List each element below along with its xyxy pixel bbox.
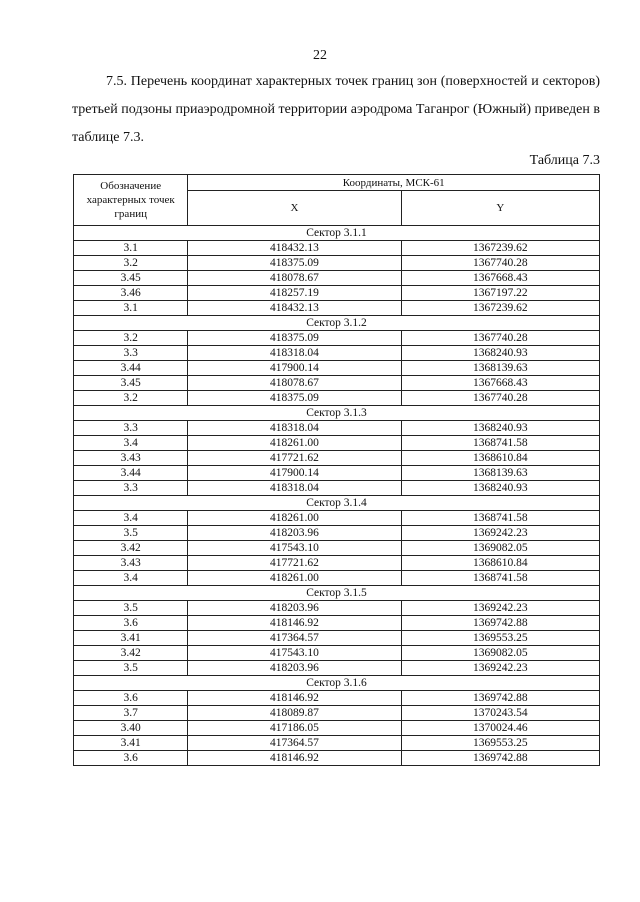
x-cell: 418078.67 [188, 271, 401, 286]
point-cell: 3.4 [74, 511, 188, 526]
point-cell: 3.6 [74, 751, 188, 766]
x-cell: 418261.00 [188, 511, 401, 526]
intro-text: 7.5. Перечень координат характерных точек границ зон (поверхностей и секторов) третьей подзоны приаэродромной территории аэродрома Таганрог (Южный) приведен в таблице 7.3. [72, 74, 600, 145]
y-cell: 1370243.54 [401, 706, 599, 721]
table-row [74, 286, 600, 301]
coordinates-table [73, 174, 600, 766]
x-cell: 418261.00 [188, 571, 401, 586]
y-cell: 1369553.25 [401, 736, 599, 751]
y-cell: 1368139.63 [401, 361, 599, 376]
x-cell: 418375.09 [188, 331, 401, 346]
table-row [74, 736, 600, 751]
table-row [74, 421, 600, 436]
x-cell: 417543.10 [188, 541, 401, 556]
y-cell: 1369242.23 [401, 661, 599, 676]
table-caption: Таблица 7.3 [529, 153, 600, 168]
y-cell: 1367668.43 [401, 376, 599, 391]
point-cell: 3.2 [74, 391, 188, 406]
x-cell: 418257.19 [188, 286, 401, 301]
point-cell: 3.43 [74, 556, 188, 571]
table-row [74, 481, 600, 496]
sector-title: Сектор 3.1.5 [74, 586, 600, 601]
y-cell: 1367239.62 [401, 241, 599, 256]
header-coords: Координаты, МСК-61 [188, 175, 600, 191]
point-cell: 3.4 [74, 571, 188, 586]
sector-row [74, 226, 600, 241]
table-body [74, 226, 600, 766]
y-cell: 1369082.05 [401, 541, 599, 556]
x-cell: 418375.09 [188, 256, 401, 271]
point-cell: 3.42 [74, 646, 188, 661]
point-cell: 3.42 [74, 541, 188, 556]
y-cell: 1367239.62 [401, 301, 599, 316]
table-row [74, 751, 600, 766]
table-row [74, 646, 600, 661]
table-row [74, 526, 600, 541]
y-cell: 1368741.58 [401, 511, 599, 526]
table-row [74, 331, 600, 346]
x-cell: 417186.05 [188, 721, 401, 736]
table-row [74, 721, 600, 736]
x-cell: 418146.92 [188, 616, 401, 631]
y-cell: 1368139.63 [401, 466, 599, 481]
table-row [74, 376, 600, 391]
x-cell: 418203.96 [188, 526, 401, 541]
y-cell: 1367740.28 [401, 331, 599, 346]
x-cell: 417721.62 [188, 556, 401, 571]
sector-title: Сектор 3.1.3 [74, 406, 600, 421]
x-cell: 418375.09 [188, 391, 401, 406]
x-cell: 418261.00 [188, 436, 401, 451]
point-cell: 3.5 [74, 601, 188, 616]
point-cell: 3.45 [74, 376, 188, 391]
point-cell: 3.44 [74, 466, 188, 481]
intro-paragraph [72, 68, 600, 152]
table-row [74, 571, 600, 586]
point-cell: 3.6 [74, 691, 188, 706]
table-row [74, 511, 600, 526]
table-row [74, 601, 600, 616]
x-cell: 418432.13 [188, 241, 401, 256]
point-cell: 3.1 [74, 241, 188, 256]
point-cell: 3.4 [74, 436, 188, 451]
table-row [74, 466, 600, 481]
x-cell: 418318.04 [188, 481, 401, 496]
y-cell: 1367740.28 [401, 391, 599, 406]
y-cell: 1368741.58 [401, 571, 599, 586]
table-row [74, 691, 600, 706]
table-row [74, 301, 600, 316]
sector-row [74, 676, 600, 691]
table-row [74, 451, 600, 466]
table-row [74, 661, 600, 676]
table-row [74, 271, 600, 286]
table-row [74, 616, 600, 631]
point-cell: 3.43 [74, 451, 188, 466]
y-cell: 1368610.84 [401, 451, 599, 466]
x-cell: 417364.57 [188, 631, 401, 646]
sector-row [74, 406, 600, 421]
header-y: Y [401, 191, 599, 226]
y-cell: 1367740.28 [401, 256, 599, 271]
point-cell: 3.41 [74, 631, 188, 646]
header-point: Обозначение характерных точек границ [74, 175, 188, 226]
x-cell: 417364.57 [188, 736, 401, 751]
x-cell: 418089.87 [188, 706, 401, 721]
point-cell: 3.2 [74, 256, 188, 271]
x-cell: 418432.13 [188, 301, 401, 316]
point-cell: 3.2 [74, 331, 188, 346]
point-cell: 3.3 [74, 481, 188, 496]
y-cell: 1369742.88 [401, 691, 599, 706]
page-number: 22 [313, 48, 327, 63]
y-cell: 1367668.43 [401, 271, 599, 286]
x-cell: 417543.10 [188, 646, 401, 661]
y-cell: 1368240.93 [401, 346, 599, 361]
sector-row [74, 496, 600, 511]
x-cell: 417721.62 [188, 451, 401, 466]
point-cell: 3.44 [74, 361, 188, 376]
point-cell: 3.6 [74, 616, 188, 631]
table-row [74, 631, 600, 646]
y-cell: 1369742.88 [401, 616, 599, 631]
x-cell: 417900.14 [188, 361, 401, 376]
x-cell: 418078.67 [188, 376, 401, 391]
table-row [74, 541, 600, 556]
sector-row [74, 316, 600, 331]
point-cell: 3.1 [74, 301, 188, 316]
x-cell: 418203.96 [188, 661, 401, 676]
y-cell: 1369742.88 [401, 751, 599, 766]
point-cell: 3.5 [74, 661, 188, 676]
x-cell: 417900.14 [188, 466, 401, 481]
table-row [74, 556, 600, 571]
x-cell: 418318.04 [188, 421, 401, 436]
y-cell: 1368741.58 [401, 436, 599, 451]
point-cell: 3.41 [74, 736, 188, 751]
y-cell: 1369242.23 [401, 526, 599, 541]
y-cell: 1369553.25 [401, 631, 599, 646]
table-row [74, 391, 600, 406]
header-x: X [188, 191, 401, 226]
point-cell: 3.45 [74, 271, 188, 286]
point-cell: 3.46 [74, 286, 188, 301]
point-cell: 3.3 [74, 346, 188, 361]
y-cell: 1369082.05 [401, 646, 599, 661]
y-cell: 1368240.93 [401, 421, 599, 436]
x-cell: 418318.04 [188, 346, 401, 361]
x-cell: 418203.96 [188, 601, 401, 616]
y-cell: 1368610.84 [401, 556, 599, 571]
y-cell: 1369242.23 [401, 601, 599, 616]
point-cell: 3.5 [74, 526, 188, 541]
point-cell: 3.40 [74, 721, 188, 736]
x-cell: 418146.92 [188, 751, 401, 766]
y-cell: 1367197.22 [401, 286, 599, 301]
y-cell: 1368240.93 [401, 481, 599, 496]
x-cell: 418146.92 [188, 691, 401, 706]
point-cell: 3.3 [74, 421, 188, 436]
table-row [74, 706, 600, 721]
sector-title: Сектор 3.1.6 [74, 676, 600, 691]
sector-title: Сектор 3.1.1 [74, 226, 600, 241]
sector-title: Сектор 3.1.2 [74, 316, 600, 331]
table-row [74, 256, 600, 271]
table-row [74, 346, 600, 361]
table-row [74, 241, 600, 256]
y-cell: 1370024.46 [401, 721, 599, 736]
sector-title: Сектор 3.1.4 [74, 496, 600, 511]
table-row [74, 361, 600, 376]
point-cell: 3.7 [74, 706, 188, 721]
sector-row [74, 586, 600, 601]
table-row [74, 436, 600, 451]
